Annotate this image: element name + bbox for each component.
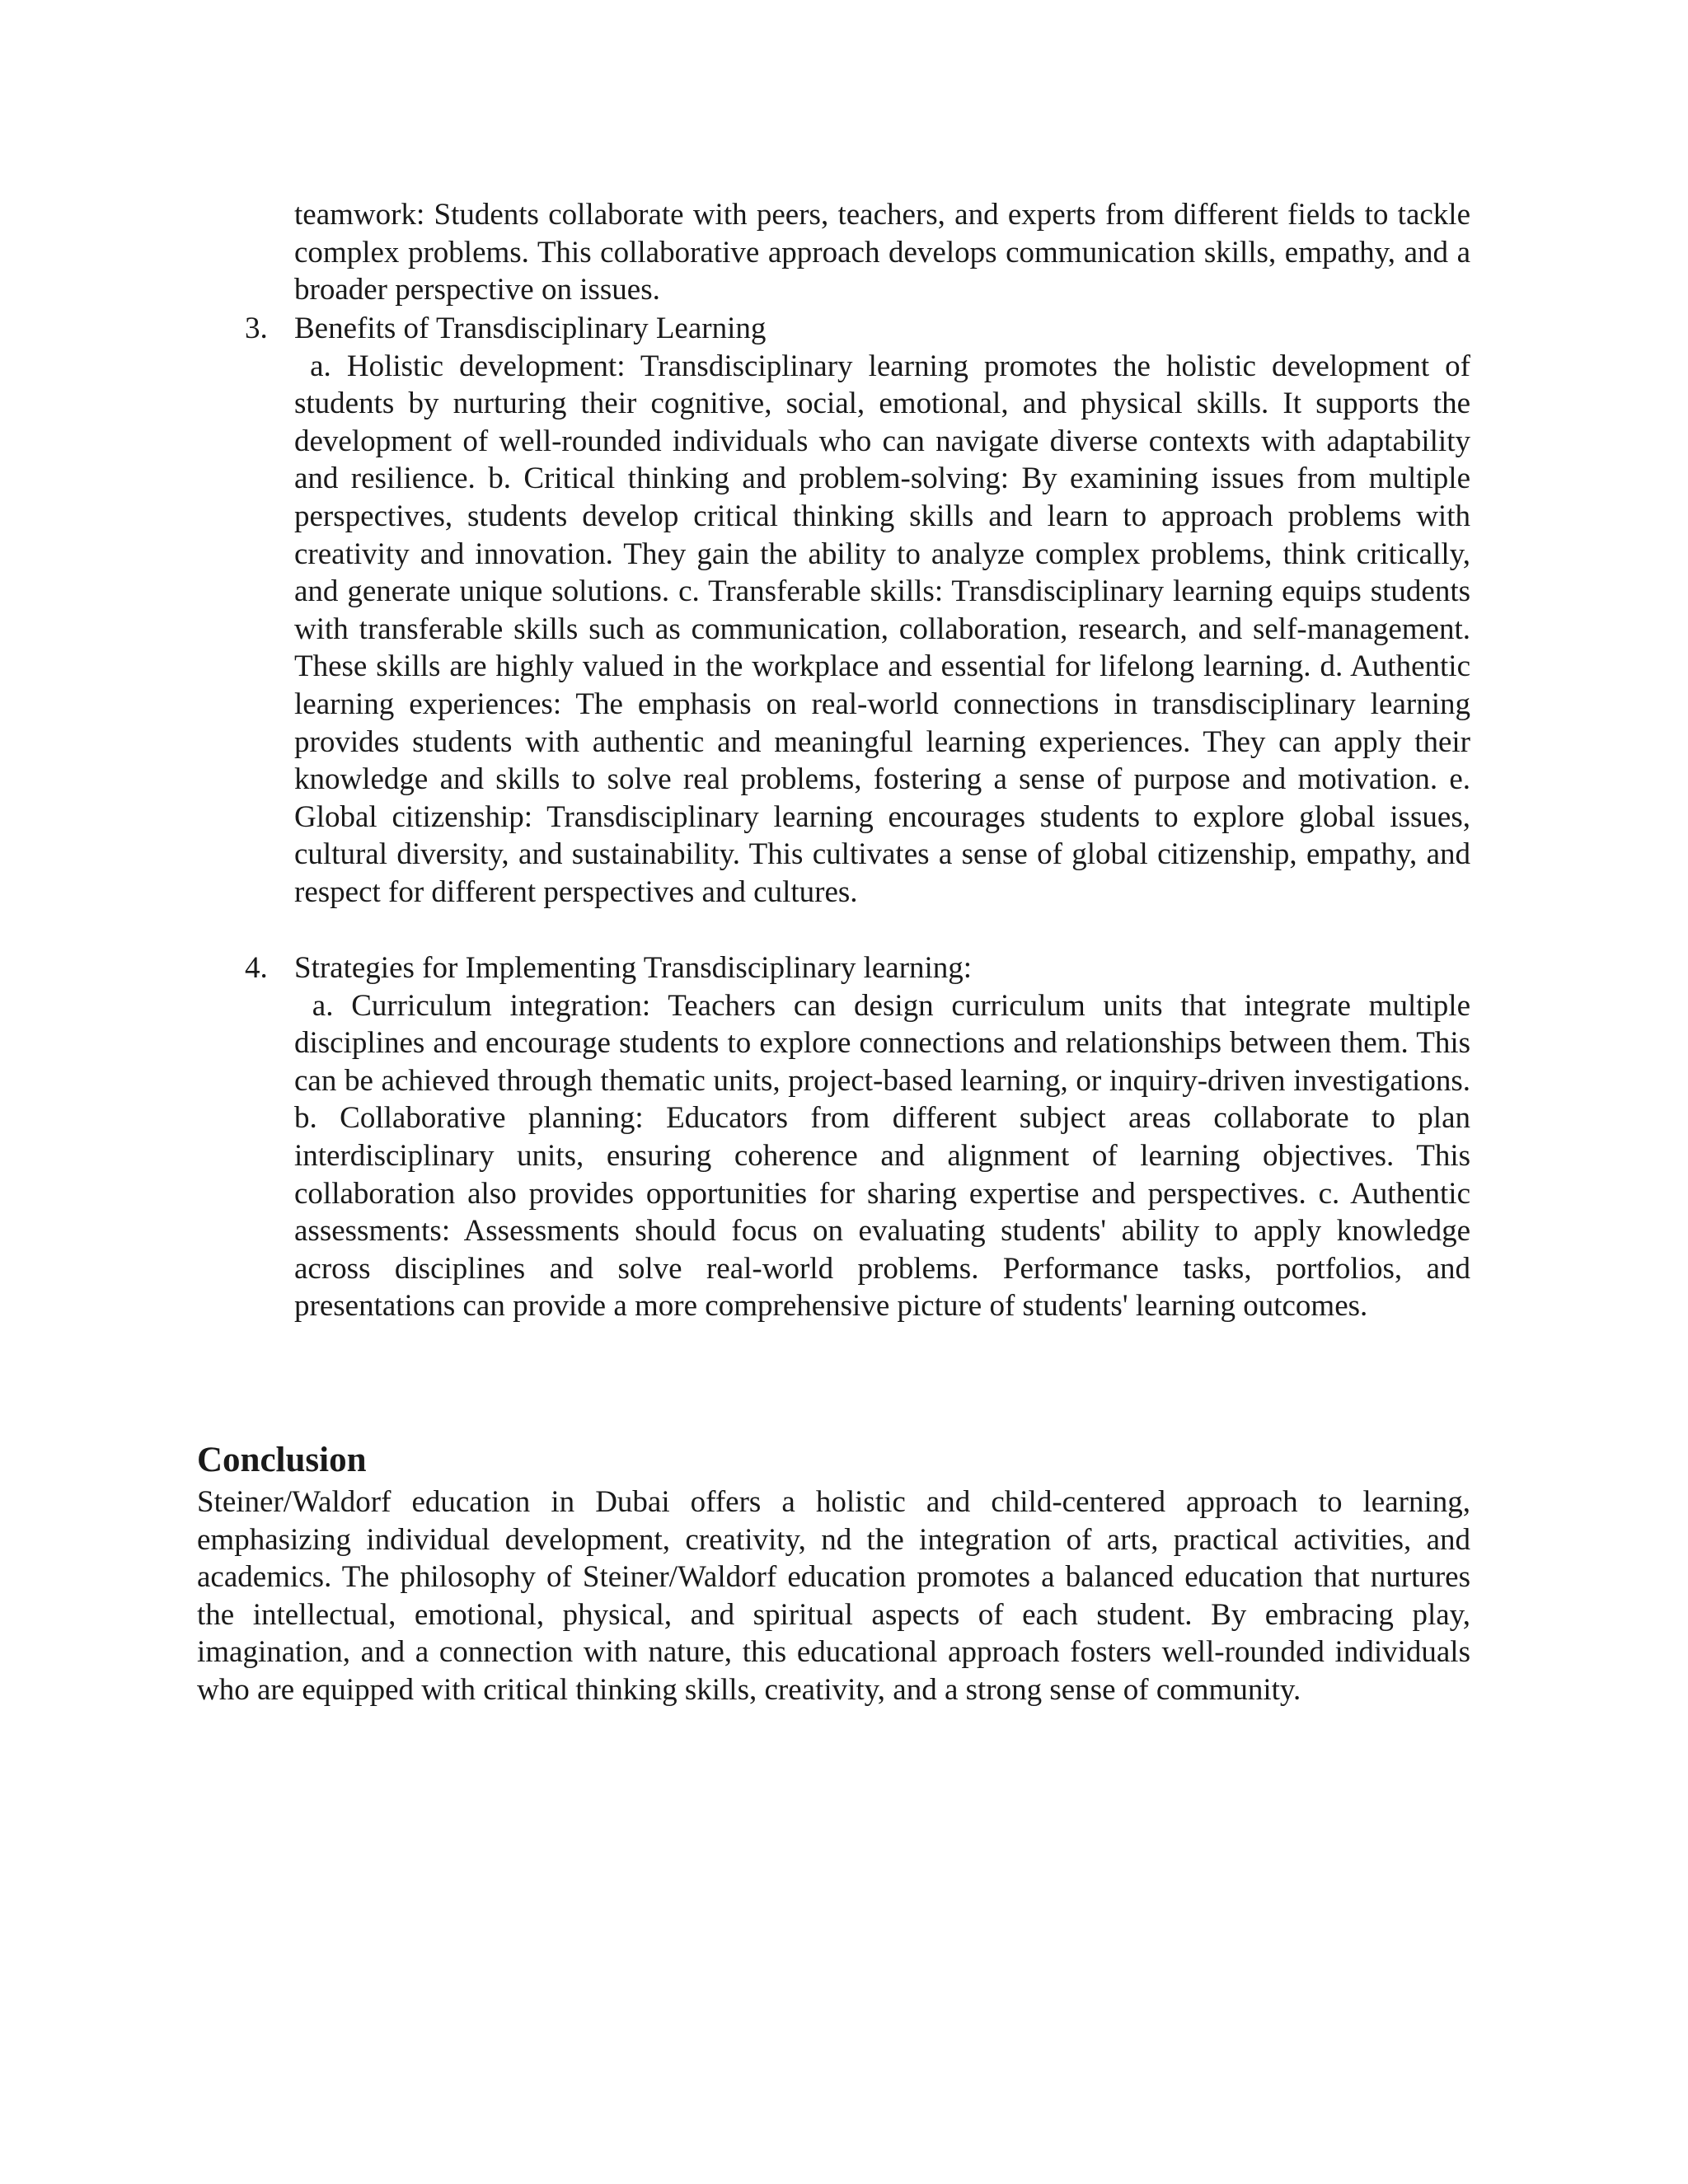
list-number: 4. bbox=[245, 951, 268, 985]
list-item-body: a. Curriculum integration: Teachers can design curriculum units that integrate multiple disciplines and encourage students to explore connections and relationships between them. This can be achieved through thematic units, project-based learning, or inquiry-driven investigations. b. Collaborative planning: Educators from different subject areas collaborate to plan interdisciplinary units, ensuring coherence and alignment of learning objectives. This collaboration also provides opportunities for sharing expertise and perspectives. c. Authentic assessments: Assessments should focus on evaluating students' ability to apply knowledge across disciplines and solve real-world problems. Performance tasks, portfolios, and presentations can provide a more comprehensive picture of students' learning outcomes. bbox=[294, 988, 1479, 1324]
conclusion-paragraph: Steiner/Waldorf education in Dubai offers a holistic and child-centered approach to learning, emphasizing individual development, creativity, nd the integration of arts, practical activities, and academics. The philosophy of Steiner/Waldorf education promotes a balanced education that nurtures the intellectual, emotional, physical, and spiritual aspects of each student. By embracing play, imagination, and a connection with nature, this educational approach fosters well-rounded individuals who are equipped with critical thinking skills, creativity, and a strong sense of community. bbox=[197, 1485, 1470, 1707]
list-item-body: a. Holistic development: Transdisciplinary learning promotes the holistic development of students by nurturing their cognitive, social, emotional, and physical skills. It supports the development of well-rounded individuals who can navigate diverse contexts with adaptability and resilience. b. Critical thinking and problem-solving: By examining issues from multiple perspectives, students develop critical thinking skills and learn to approach problems with creativity and innovation. They gain the ability to analyze complex problems, think critically, and generate unique solutions. c. Transferable skills: Transdisciplinary learning equips students with transferable skills such as communication, collaboration, research, and self-management. These skills are highly valued in the workplace and essential for lifelong learning. d. Authentic learning experiences: The emphasis on real-world connections in transdisciplinary learning provides students with authentic and meaningful learning experiences. They can apply their knowledge and skills to solve real problems, fostering a sense of purpose and motivation. e. Global citizenship: Transdisciplinary learning encourages students to explore global issues, cultural diversity, and sustainability. This cultivates a sense of global citizenship, empathy, and respect for different perspectives and cultures. bbox=[294, 349, 1479, 909]
list-item-title: Benefits of Transdisciplinary Learning bbox=[294, 312, 767, 345]
continuation-paragraph: teamwork: Students collaborate with peers, teachers, and experts from different fields to tackle complex problems. This collaborative approach develops communication skills, empathy, and a broader perspective on issues. bbox=[294, 198, 1470, 307]
conclusion-heading: Conclusion bbox=[197, 1441, 367, 1479]
list-number: 3. bbox=[245, 312, 268, 345]
list-item-title: Strategies for Implementing Transdisciplinary learning: bbox=[294, 951, 973, 985]
